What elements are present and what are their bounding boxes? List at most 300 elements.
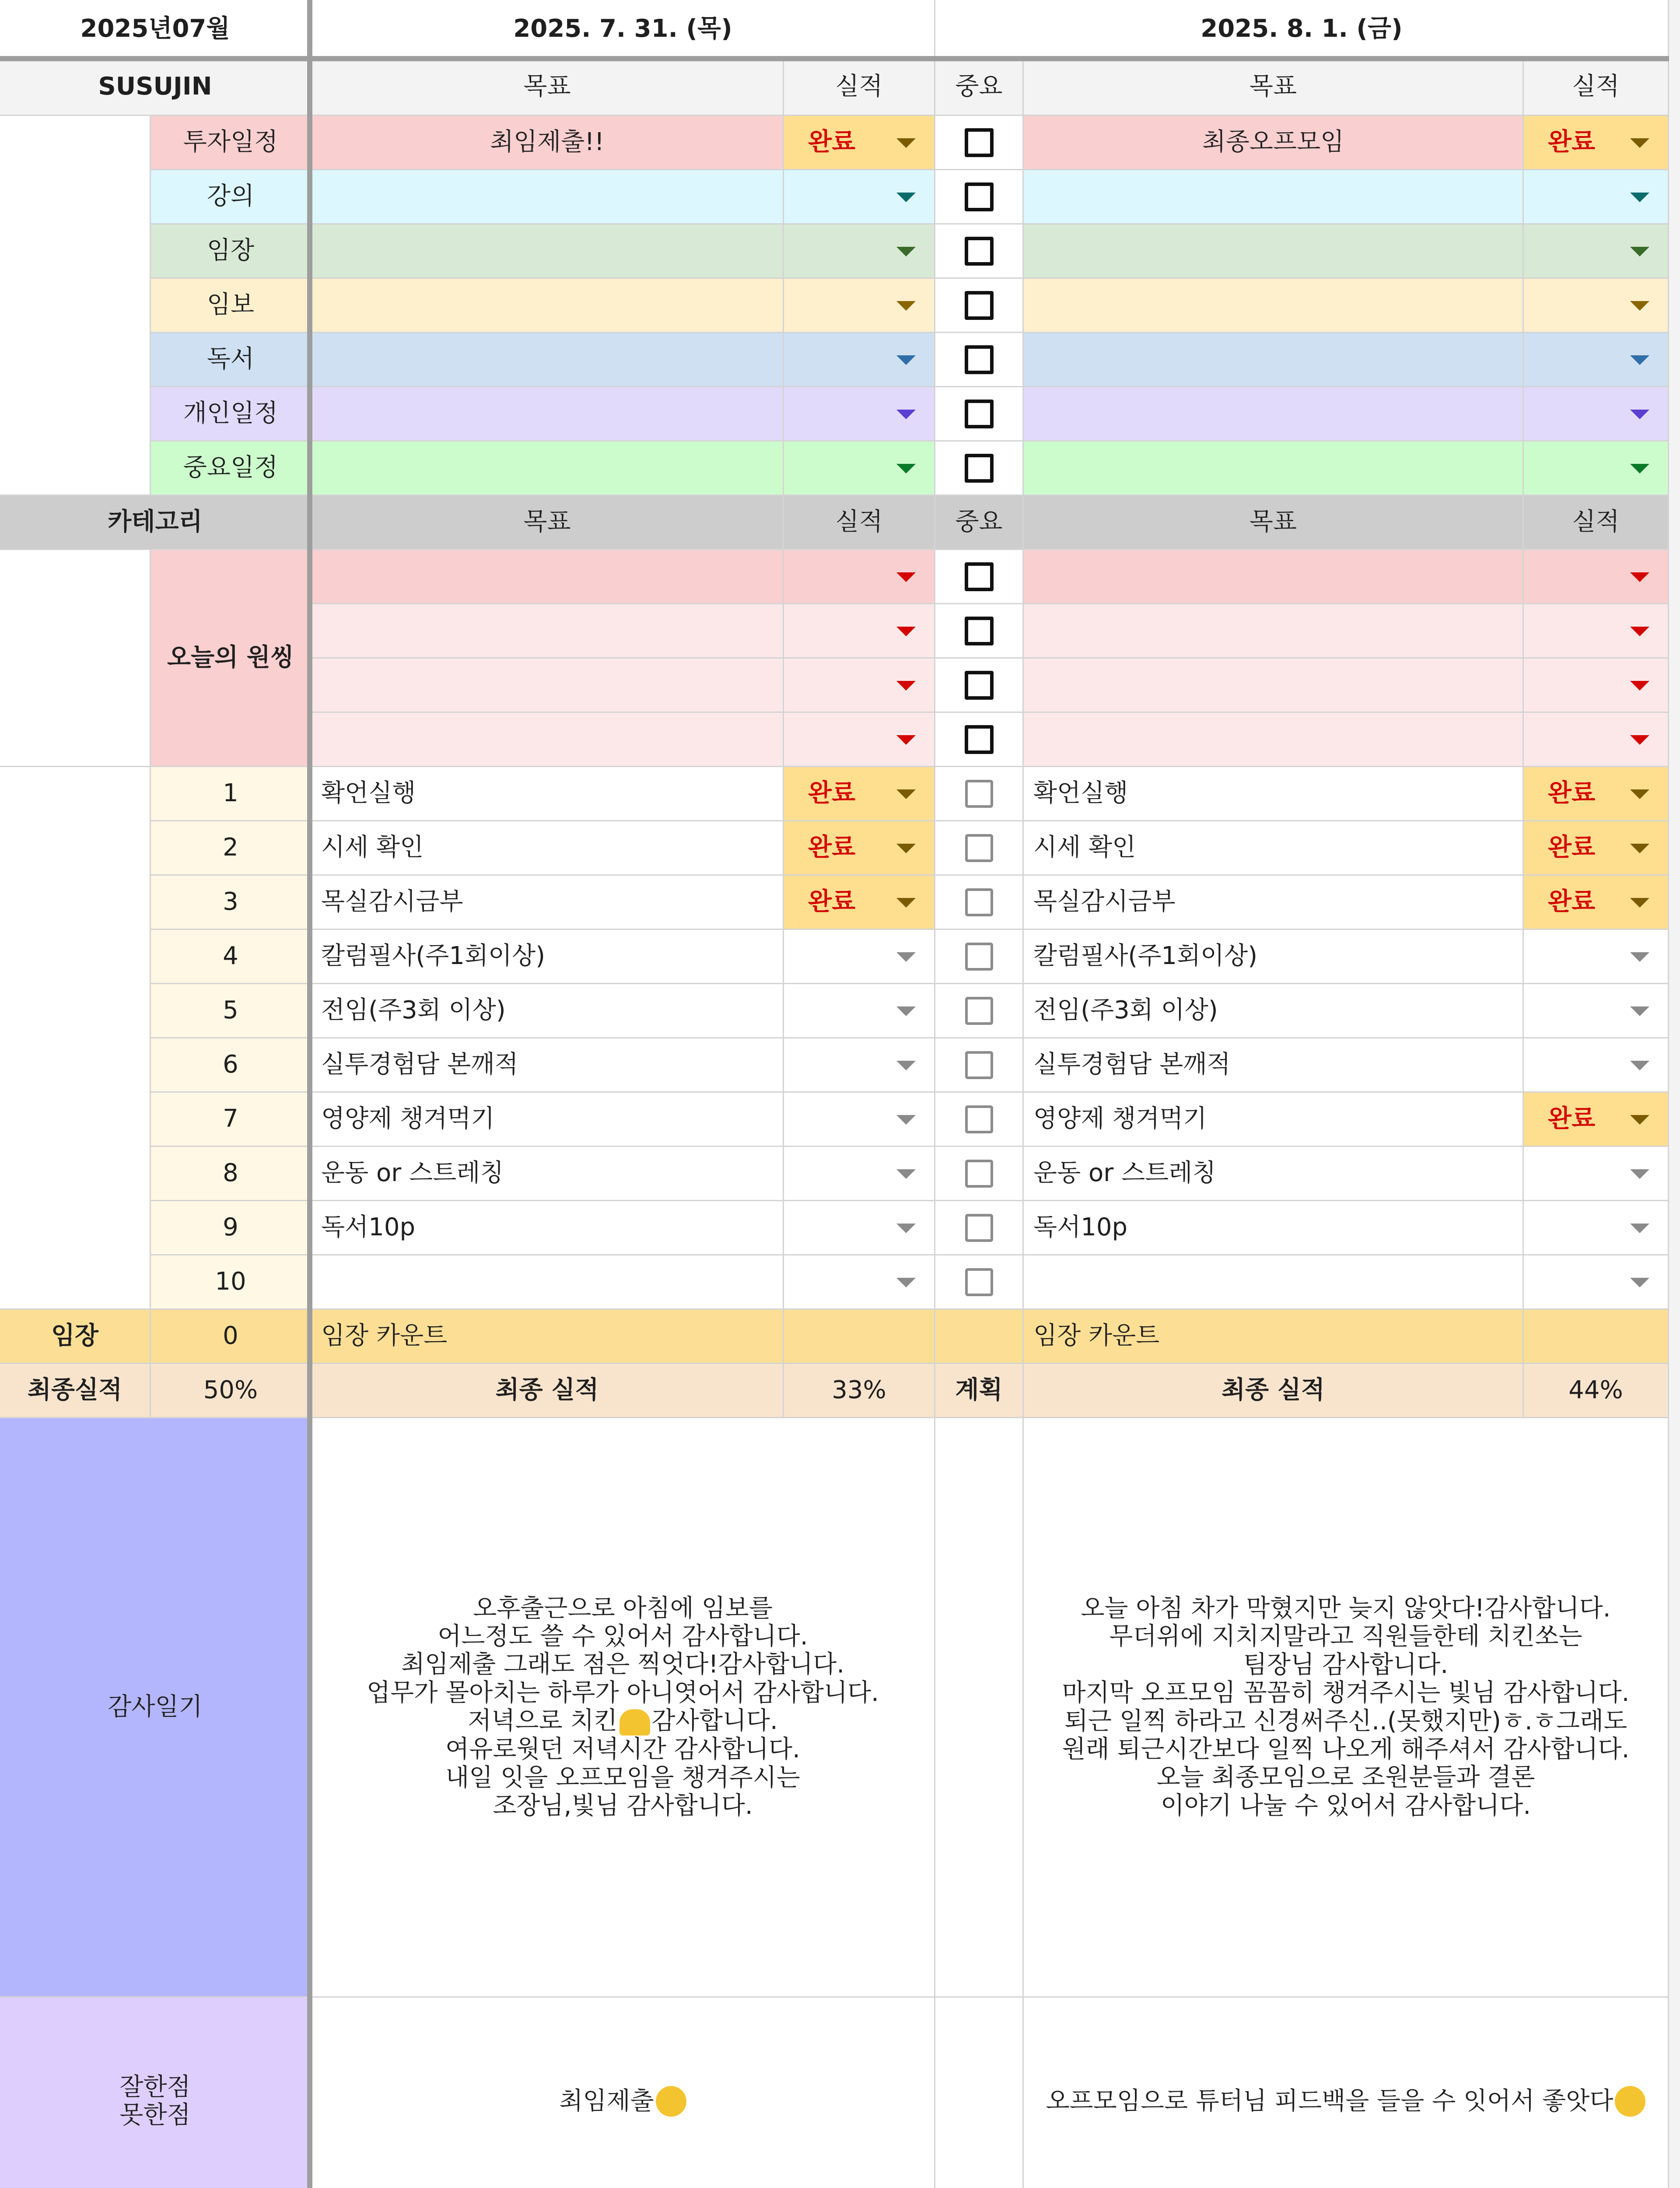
final-result-day2-text: 44% [1568,1376,1623,1405]
schedule-goal-day1[interactable] [312,387,784,442]
good-bad-day2[interactable] [1024,1998,1669,2188]
schedule-result-day1[interactable] [784,442,935,496]
final-result-label [0,1364,151,1418]
schedule-goal-day2[interactable] [1024,116,1524,170]
dropdown-arrow-icon[interactable] [1630,138,1649,148]
checkbox-icon[interactable] [965,237,994,266]
col-goal-day1-text: 목표 [523,508,571,536]
category-label [151,224,312,279]
task-goal-day1[interactable] [312,1093,784,1147]
checkbox-icon[interactable] [965,128,994,157]
task-goal-day2-text: 확언실행 [1033,779,1128,808]
col-result-day1-text: 실적 [835,72,883,101]
category-label-text: 투자일정 [183,128,278,157]
one-thing-label [151,550,312,767]
task-goal-day1-text: 목실감시금부 [321,887,463,916]
dropdown-arrow-icon[interactable] [896,464,916,473]
final-result-day2 [1524,1364,1669,1418]
task-goal-day2-text: 독서10p [1033,1213,1127,1242]
category-header [0,496,312,550]
checkbox-icon[interactable] [965,780,993,808]
important-checkbox-cell[interactable] [935,659,1024,713]
month-header-text: 2025년07월 [80,14,230,43]
one-thing-result-day2[interactable] [1524,550,1669,604]
task-checkbox-cell[interactable] [935,876,1024,930]
schedule-result-day2[interactable] [1524,224,1669,279]
one-thing-result-day1[interactable] [784,604,935,659]
task-number-text: 1 [223,779,238,808]
col-result-day1 [784,59,935,116]
important-checkbox-cell[interactable] [935,442,1024,496]
frozen-row-divider [0,56,1680,61]
dropdown-arrow-icon[interactable] [896,1278,916,1287]
checkbox-icon[interactable] [965,291,994,320]
checkbox-icon[interactable] [965,671,994,700]
blank-block [0,116,151,496]
important-checkbox-cell[interactable] [935,224,1024,279]
task-goal-day1[interactable] [312,1255,784,1310]
good-bad-day1-text: 최임제출 [559,2086,654,2115]
checkbox-icon[interactable] [965,400,994,428]
one-thing-result-day1[interactable] [784,659,935,713]
task-goal-day2[interactable] [1024,984,1524,1038]
final-result-day1 [784,1364,935,1418]
owner-name-text: SUSUJIN [98,72,212,101]
checkbox-icon[interactable] [965,182,994,211]
col-goal-day2 [1024,496,1524,550]
imjang-count-value-day2 [1524,1310,1669,1364]
date-header-day2 [935,0,1669,59]
dropdown-arrow-icon[interactable] [896,410,916,419]
task-goal-day2-text: 칼럼필사(주1회이상) [1033,942,1258,971]
dropdown-arrow-icon[interactable] [1630,572,1649,582]
dropdown-arrow-icon[interactable] [1630,301,1649,311]
schedule-goal-day1[interactable] [312,170,784,224]
important-checkbox-cell[interactable] [935,604,1024,659]
important-checkbox-cell[interactable] [935,279,1024,333]
task-goal-day1-text: 영양제 챙겨먹기 [321,1105,495,1133]
dropdown-arrow-icon[interactable] [1630,627,1649,636]
dropdown-arrow-icon[interactable] [896,355,916,365]
important-checkbox-cell[interactable] [935,333,1024,387]
final-result-label-text: 최종실적 [27,1376,122,1405]
category-label [151,387,312,442]
dropdown-arrow-icon[interactable] [1630,410,1649,419]
col-goal-day2 [1024,59,1524,116]
blank-block [0,767,151,1310]
task-number [151,930,312,984]
important-checkbox-cell[interactable] [935,116,1024,170]
task-goal-day2[interactable] [1024,1038,1524,1093]
task-checkbox-cell[interactable] [935,821,1024,876]
task-result-day1[interactable] [784,1038,935,1093]
good-bad-plan-blank [935,1998,1024,2188]
task-goal-day2[interactable] [1024,876,1524,930]
col-important [935,496,1024,550]
one-thing-result-day2[interactable] [1524,713,1669,767]
task-result-day2[interactable] [1524,821,1669,876]
task-number-text: 9 [223,1213,238,1242]
task-result-day2-text: 완료 [1548,1105,1596,1133]
dropdown-arrow-icon[interactable] [1630,1278,1649,1287]
category-label [151,279,312,333]
imjang-count-value-day1 [784,1310,935,1364]
col-goal-day2-text: 목표 [1249,72,1297,101]
good-bad-label [0,1998,312,2188]
dropdown-arrow-icon[interactable] [1630,1061,1649,1070]
schedule-goal-day2[interactable] [1024,442,1524,496]
task-number-text: 5 [223,996,238,1025]
task-goal-day2-text: 실투경험담 본깨적 [1033,1050,1231,1079]
task-number-text: 8 [223,1159,238,1188]
task-goal-day2[interactable] [1024,1201,1524,1255]
gratitude-plan-blank [935,1418,1024,1998]
gratitude-label-text: 감사일기 [108,1693,203,1722]
checkbox-icon[interactable] [965,562,994,591]
checkbox-icon[interactable] [965,617,994,645]
col-result-day2 [1524,59,1669,116]
task-number-text: 3 [223,887,238,916]
task-result-day1[interactable] [784,1255,935,1310]
one-thing-label-text: 오늘의 원씽 [167,643,294,672]
one-thing-goal-day1[interactable] [312,550,784,604]
checkbox-icon[interactable] [965,997,993,1025]
col-result-day1-text: 실적 [835,508,883,536]
dropdown-arrow-icon[interactable] [896,1115,916,1125]
checkbox-icon[interactable] [965,834,993,862]
task-result-day2[interactable] [1524,767,1669,821]
task-goal-day1-text: 확언실행 [321,779,416,808]
gratitude-day2-text: 오늘 아침 차가 막혔지만 늦지 않앗다!감사합니다. 무더위에 지치지말라고 직원들한테 치킨쏘는 팀장님 감사합니다. 마지막 오프모임 꼼꼼히 챙겨주시는 빛님 감사합니다. 퇴근 일찍 하라고 신경써주신..(못했지만)ㅎ.ㅎ그래도 원래 퇴근시간보다 일찍 나오게 해주셔서 감사합니다. 오늘 최종모임으로 조원분들과 결론 이야기 나눌 수 있어서 감사합니다. [1062,1594,1630,1820]
col-result-day2 [1524,496,1669,550]
task-result-day1[interactable] [784,876,935,930]
imjang-label [0,1310,151,1364]
final-result-title-day2-text: 최종 실적 [1222,1376,1325,1405]
dropdown-arrow-icon[interactable] [896,681,916,691]
plan-label-text: 계획 [955,1376,1003,1405]
one-thing-goal-day1[interactable] [312,604,784,659]
imjang-value-text: 0 [223,1322,238,1350]
good-bad-day1[interactable] [312,1998,935,2188]
schedule-goal-day2[interactable] [1024,279,1524,333]
task-goal-day2[interactable] [1024,930,1524,984]
col-important-text: 중요 [955,72,1003,101]
task-result-day1[interactable] [784,1201,935,1255]
dropdown-arrow-icon[interactable] [896,1061,916,1070]
task-number-text: 6 [223,1050,238,1079]
checkbox-icon[interactable] [965,1268,993,1296]
col-goal-day2-text: 목표 [1249,508,1297,536]
task-number [151,1038,312,1093]
task-goal-day1[interactable] [312,767,784,821]
schedule-goal-day2[interactable] [1024,170,1524,224]
task-result-day1[interactable] [784,1093,935,1147]
task-number [151,876,312,930]
schedule-result-day2[interactable] [1524,442,1669,496]
category-label-text: 임장 [206,236,255,265]
final-result-overall-text: 50% [203,1376,258,1405]
one-thing-goal-day2[interactable] [1024,604,1524,659]
checkbox-icon[interactable] [965,1105,993,1133]
task-number [151,821,312,876]
task-checkbox-cell[interactable] [935,930,1024,984]
gratitude-day2[interactable] [1024,1418,1669,1998]
gratitude-day1-part1: 오후출근으로 아침에 임보를 어느정도 쓸 수 있어서 감사합니다. 최임제출 그래도 점은 찍엇다!감사합니다. 업무가 몰아치는 하루가 아니엿어서 감사합니다. 저녁으로 치킨 [367,1594,879,1736]
checkbox-icon[interactable] [965,943,993,971]
dropdown-arrow-icon[interactable] [1630,735,1649,745]
important-checkbox-cell[interactable] [935,170,1024,224]
task-goal-day1[interactable] [312,984,784,1038]
task-goal-day2-text: 목실감시금부 [1033,887,1176,916]
schedule-result-day1[interactable] [784,279,935,333]
dropdown-arrow-icon[interactable] [896,1224,916,1233]
schedule-goal-day2[interactable] [1024,224,1524,279]
task-number-text: 4 [223,942,238,971]
task-result-day2[interactable] [1524,1038,1669,1093]
task-goal-day2[interactable] [1024,1093,1524,1147]
dropdown-arrow-icon[interactable] [896,138,916,148]
one-thing-goal-day2[interactable] [1024,713,1524,767]
schedule-goal-day2-text: 최종오프모임 [1202,128,1344,157]
task-goal-day1[interactable] [312,930,784,984]
task-result-day1[interactable] [784,821,935,876]
schedule-result-day2[interactable] [1524,170,1669,224]
imjang-blank [935,1310,1024,1364]
category-label-text: 임보 [206,291,255,319]
dropdown-arrow-icon[interactable] [1630,464,1649,473]
task-goal-day1[interactable] [312,1147,784,1201]
col-result-day2-text: 실적 [1572,72,1620,101]
col-result-day1 [784,496,935,550]
important-checkbox-cell[interactable] [935,713,1024,767]
task-result-day2[interactable] [1524,1201,1669,1255]
dropdown-arrow-icon[interactable] [896,247,916,256]
task-goal-day1[interactable] [312,876,784,930]
task-goal-day1-text: 시세 확인 [321,833,424,862]
task-result-day2-text: 완료 [1548,779,1596,808]
category-label [151,170,312,224]
task-goal-day1[interactable] [312,1038,784,1093]
dropdown-arrow-icon[interactable] [1630,247,1649,256]
task-result-day2[interactable] [1524,876,1669,930]
final-result-title-day1 [312,1364,784,1418]
imjang-count-day1 [312,1310,784,1364]
task-number [151,1147,312,1201]
important-checkbox-cell[interactable] [935,550,1024,604]
task-result-day2[interactable] [1524,1147,1669,1201]
schedule-goal-day1[interactable] [312,442,784,496]
task-number-text: 10 [215,1267,246,1296]
schedule-result-day1[interactable] [784,170,935,224]
one-thing-result-day2[interactable] [1524,604,1669,659]
dropdown-arrow-icon[interactable] [1630,1224,1649,1233]
plan-label [935,1364,1024,1418]
task-result-day2[interactable] [1524,930,1669,984]
final-result-overall [151,1364,312,1418]
col-goal-day1 [312,59,784,116]
schedule-result-day2[interactable] [1524,387,1669,442]
month-header [0,0,312,59]
emoji-icon [1615,2086,1645,2117]
task-number [151,1255,312,1310]
task-number [151,1093,312,1147]
one-thing-goal-day1[interactable] [312,659,784,713]
owner-name [0,59,312,116]
task-goal-day1-text: 전임(주3회 이상) [321,996,506,1025]
checkbox-icon[interactable] [965,725,994,754]
task-result-day1-text: 완료 [808,833,856,862]
heart-icon [620,1709,650,1736]
task-goal-day1-text: 운동 or 스트레칭 [321,1159,504,1188]
category-label-text: 개인일정 [183,399,278,428]
dropdown-arrow-icon[interactable] [896,844,916,853]
task-number [151,767,312,821]
col-important-text: 중요 [955,508,1003,536]
task-result-day2[interactable] [1524,1255,1669,1310]
task-goal-day1-text: 독서10p [321,1213,415,1242]
one-thing-goal-day1[interactable] [312,713,784,767]
task-checkbox-cell[interactable] [935,984,1024,1038]
category-label-text: 강의 [206,182,255,211]
dropdown-arrow-icon[interactable] [896,1169,916,1179]
task-checkbox-cell[interactable] [935,1038,1024,1093]
schedule-result-day2[interactable] [1524,279,1669,333]
imjang-value [151,1310,312,1364]
dropdown-arrow-icon[interactable] [1630,1169,1649,1179]
dropdown-arrow-icon[interactable] [1630,898,1649,908]
date-header-day1 [312,0,935,59]
dropdown-arrow-icon[interactable] [896,952,916,962]
schedule-goal-day2[interactable] [1024,333,1524,387]
frozen-column-divider [307,0,312,2188]
task-result-day1[interactable] [784,1147,935,1201]
date-header-day2-text: 2025. 8. 1. (금) [1200,14,1403,43]
task-goal-day2[interactable] [1024,1255,1524,1310]
dropdown-arrow-icon[interactable] [896,735,916,745]
one-thing-result-day1[interactable] [784,713,935,767]
good-bad-label-text: 잘한점 못한점 [119,2072,191,2129]
schedule-goal-day1[interactable] [312,224,784,279]
task-number [151,984,312,1038]
dropdown-arrow-icon[interactable] [1630,355,1649,365]
task-goal-day2[interactable] [1024,767,1524,821]
dropdown-arrow-icon[interactable] [896,572,916,582]
schedule-result-day1[interactable] [784,333,935,387]
schedule-result-day2[interactable] [1524,333,1669,387]
dropdown-arrow-icon[interactable] [1630,1006,1649,1016]
one-thing-result-day2[interactable] [1524,659,1669,713]
task-checkbox-cell[interactable] [935,1255,1024,1310]
task-result-day1-text: 완료 [808,779,856,808]
checkbox-icon[interactable] [965,345,994,374]
one-thing-result-day1[interactable] [784,550,935,604]
category-label [151,442,312,496]
gratitude-day1-text [367,1595,879,1820]
gratitude-day1[interactable] [312,1418,935,1998]
dropdown-arrow-icon[interactable] [896,627,916,636]
task-goal-day2[interactable] [1024,1147,1524,1201]
task-goal-day2-text: 전임(주3회 이상) [1033,996,1218,1025]
task-result-day2[interactable] [1524,984,1669,1038]
col-goal-day1 [312,496,784,550]
dropdown-arrow-icon[interactable] [1630,193,1649,202]
schedule-goal-day1[interactable] [312,116,784,170]
one-thing-goal-day2[interactable] [1024,659,1524,713]
task-result-day2-text: 완료 [1548,887,1596,916]
gratitude-day1-part2: 감사합니다. 여유로웟던 저녁시간 감사합니다. 내일 잇을 오프모임을 챙겨주시는 조장님,빛님 감사합니다. [445,1707,800,1820]
category-label-text: 독서 [206,345,255,374]
task-checkbox-cell[interactable] [935,1093,1024,1147]
task-goal-day2-text: 운동 or 스트레칭 [1033,1159,1216,1188]
schedule-result-day1[interactable] [784,224,935,279]
sheet-right-margin [1669,0,1680,2188]
dropdown-arrow-icon[interactable] [1630,789,1649,799]
dropdown-arrow-icon[interactable] [1630,681,1649,691]
task-checkbox-cell[interactable] [935,1201,1024,1255]
task-result-day1[interactable] [784,767,935,821]
dropdown-arrow-icon[interactable] [896,898,916,908]
dropdown-arrow-icon[interactable] [1630,1115,1649,1125]
task-result-day1[interactable] [784,930,935,984]
task-checkbox-cell[interactable] [935,1147,1024,1201]
schedule-result-day1[interactable] [784,116,935,170]
imjang-label-text: 임장 [51,1322,99,1350]
checkbox-icon[interactable] [965,1160,993,1188]
task-checkbox-cell[interactable] [935,767,1024,821]
final-result-title-day1-text: 최종 실적 [495,1376,599,1405]
dropdown-arrow-icon[interactable] [896,301,916,311]
schedule-goal-day1-text: 최임제출!! [490,128,605,157]
checkbox-icon[interactable] [965,454,994,483]
task-result-day2[interactable] [1524,1093,1669,1147]
blank-block [0,550,151,767]
dropdown-arrow-icon[interactable] [1630,844,1649,853]
task-goal-day2[interactable] [1024,821,1524,876]
task-number-text: 2 [223,833,238,862]
task-goal-day2-text: 영양제 챙겨먹기 [1033,1105,1207,1133]
schedule-goal-day1[interactable] [312,333,784,387]
final-result-day1-text: 33% [832,1376,886,1405]
date-header-day1-text: 2025. 7. 31. (목) [513,14,732,43]
task-goal-day1-text: 실투경험담 본깨적 [321,1050,518,1079]
imjang-count-day1-text: 임장 카운트 [321,1322,448,1350]
task-result-day1[interactable] [784,984,935,1038]
imjang-count-day2-text: 임장 카운트 [1033,1322,1160,1350]
schedule-goal-day2[interactable] [1024,387,1524,442]
checkbox-icon[interactable] [965,1214,993,1242]
dropdown-arrow-icon[interactable] [896,789,916,799]
schedule-result-day2[interactable] [1524,116,1669,170]
category-header-text: 카테고리 [108,508,203,536]
schedule-result-day1-text: 완료 [808,128,856,157]
dropdown-arrow-icon[interactable] [896,1006,916,1016]
schedule-result-day1[interactable] [784,387,935,442]
dropdown-arrow-icon[interactable] [1630,952,1649,962]
checkbox-icon[interactable] [965,1051,993,1079]
col-important [935,59,1024,116]
schedule-goal-day1[interactable] [312,279,784,333]
task-goal-day1[interactable] [312,821,784,876]
one-thing-goal-day2[interactable] [1024,550,1524,604]
task-goal-day1[interactable] [312,1201,784,1255]
task-result-day2-text: 완료 [1548,833,1596,862]
imjang-count-day2 [1024,1310,1524,1364]
category-label-text: 중요일정 [183,453,278,482]
schedule-result-day2-text: 완료 [1548,128,1596,157]
important-checkbox-cell[interactable] [935,387,1024,442]
dropdown-arrow-icon[interactable] [896,193,916,202]
checkbox-icon[interactable] [965,888,993,916]
